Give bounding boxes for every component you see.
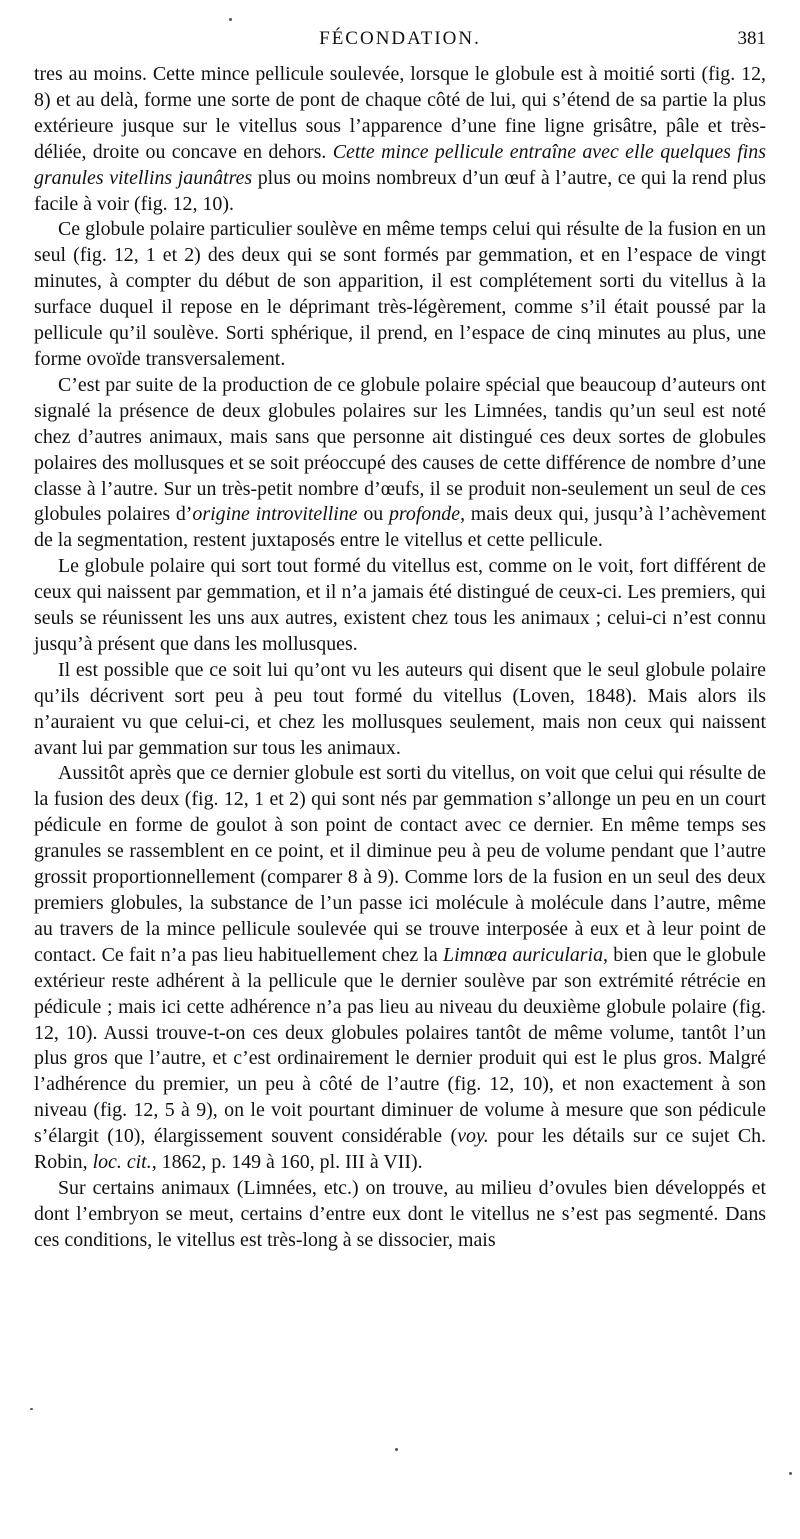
paragraph — [34, 1176, 766, 1254]
text-run: , mais deux qui, jusqu’à l’achèvement de la segmentation, restent juxtaposés entre le vitellus et cette pellicule. — [34, 503, 766, 552]
italic-text: voy. — [457, 1125, 489, 1148]
running-title: FÉCONDATION. — [319, 28, 481, 49]
ink-speck — [229, 18, 232, 21]
text-run: Aussitôt après que ce dernier globule est sorti du vitellus, on voit que celui qui résulte de la fusion des deux (fig. 12, 1 et 2) qui sont nés par gemmation s’allonge un peu en un court pédicule en forme de goulot à son point de contact avec ce dernier. En même temps ses granules se rassemblent en ce point, et il diminue peu à peu de volume pendant que l’autre grossit proportionnellement (comparer 8 à 9). Comme lors de la fusion en un seul des deux premiers globules, la substance de l’un passe ici molécule à molécule dans l’autre, même au travers de la mince pellicule soulevée qui se trouve interposée à eux et à leur point de contact. Ce fait n’a pas lieu habituellement chez la — [34, 762, 766, 966]
italic-text: profonde — [388, 503, 461, 526]
paragraph — [34, 554, 766, 658]
ink-speck — [789, 1472, 792, 1475]
page-header — [34, 22, 766, 54]
text-run: , bien que le globule extérieur reste adhérent à la pellicule que le dernier soulève par son extrémité rétrécie en pédicule ; mais ici cette adhérence n’a pas lieu au niveau du deuxième globule polaire (fig. 12, 10). Aussi trouve-t-on ces deux globules polaires tantôt de même volume, tantôt l’un plus gros que l’autre, et c’est ordinairement le dernier produit qui est le plus gros. Malgré l’adhérence du premier, un peu à côté de l’autre (fig. 12, 10), et non exactement à son niveau (fig. 12, 5 à 9), on le voit pourtant diminuer de volume à mesure que son pédicule s’élargit (10), élargissement souvent considérable ( — [34, 943, 766, 1148]
page-number: 381 — [737, 28, 766, 49]
italic-text: Cette mince pellicule entraîne avec elle quelques fins granules vitellins jaunâtres — [34, 140, 766, 189]
text-run: Sur certains animaux (Limnées, etc.) on trouve, au milieu d’ovules bien développés et dont l’embryon se meut, certains d’entre eux dont le vitellus ne s’est pas segmenté. Dans ces conditions, le vitellus est très-long à se dissocier, mais — [34, 1176, 766, 1251]
ink-speck — [395, 1448, 398, 1451]
text-run: Ce globule polaire particulier soulève en même temps celui qui résulte de la fusion en un seul (fig. 12, 1 et 2) des deux qui se sont formés par gemmation, et en l’espace de vingt minutes, à compter du début de son apparition, il est complétement sorti du vitellus à la surface duquel il repose en le déprimant très-légèrement, comme s’il était poussé par la pellicule qu’il soulève. Sorti sphérique, il prend, en l’espace de cinq minutes au plus, une forme ovoïde transversalement. — [34, 218, 766, 370]
paragraph — [34, 62, 766, 217]
text-run: Le globule polaire qui sort tout formé du vitellus est, comme on le voit, fort différent de ceux qui naissent par gemmation, et il n’a jamais été distingué de ceux-ci. Les premiers, qui seuls se réunissent les uns aux autres, existent chez tous les animaux ; celui-ci n’est connu jusqu’à présent que dans les mollusques. — [34, 555, 766, 655]
body-text — [34, 62, 766, 1254]
ink-speck — [30, 1408, 33, 1410]
text-run: ou — [357, 503, 389, 526]
italic-text: Limnœa auricularia — [443, 943, 604, 966]
text-run: , 1862, p. 149 à 160, pl. III à VII). — [151, 1151, 423, 1174]
paragraph — [34, 373, 766, 554]
text-run: pour les détails sur ce sujet Ch. Robin, — [34, 1125, 767, 1174]
text-run: tres au moins. Cette mince pellicule soulevée, lorsque le globule est à moitié sorti (fig. 12, 8) et au delà, forme une sorte de pont de chaque côté de lui, qui s’étend de sa partie la plus extérieure jusque sur le vitellus sous l’apparence d’une fine ligne grisâtre, pâle et très-déliée, droite ou concave en dehors. — [34, 63, 766, 163]
paragraph — [34, 217, 766, 372]
text-run: plus ou moins nombreux d’un œuf à l’autre, ce qui la rend plus facile à voir (fig. 12, 10). — [34, 166, 766, 215]
text-run: C’est par suite de la production de ce globule polaire spécial que beaucoup d’auteurs ont signalé la présence de deux globules polaires sur les Limnées, tandis qu’un seul est noté chez d’autres animaux, mais sans que personne ait distingué ces deux sortes de globules polaires des mollusques et se soit préoccupé des causes de cette différence de nombre d’une classe à l’autre. Sur un très-petit nombre d’œufs, il se produit non-seulement un seul de ces globules polaires d’ — [34, 373, 766, 526]
italic-text: loc. cit. — [92, 1151, 152, 1174]
paragraph — [34, 658, 766, 762]
text-run: Il est possible que ce soit lui qu’ont vu les auteurs qui disent que le seul globule polaire qu’ils décrivent sort peu à peu tout formé du vitellus (Loven, 1848). Mais alors ils n’auraient vu que celui-ci, et chez les mollusques seulement, mais non ceux qui naissent avant lui par gemmation sur tous les animaux. — [34, 658, 766, 759]
italic-text: origine introvitelline — [192, 503, 358, 526]
paragraph — [34, 761, 766, 1176]
